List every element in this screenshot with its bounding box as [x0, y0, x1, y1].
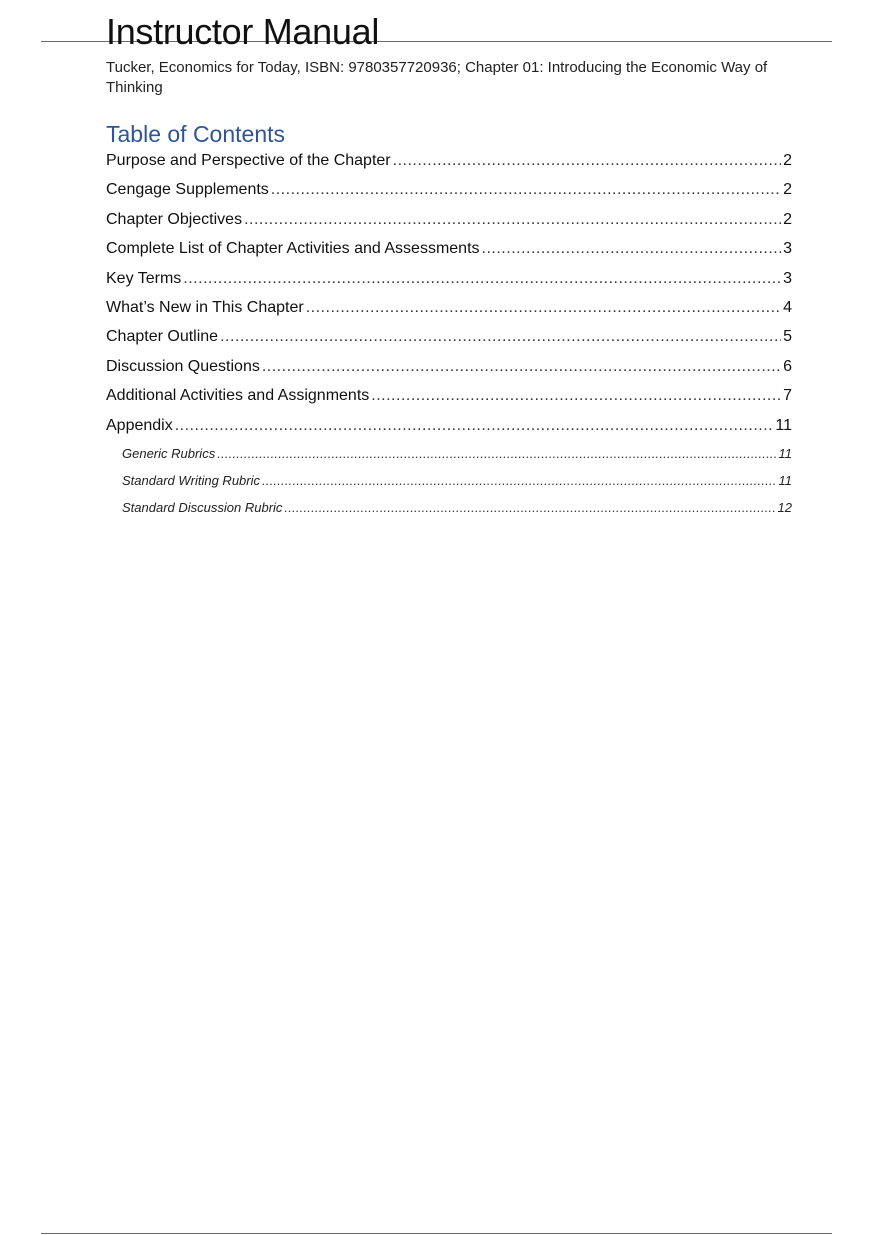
toc-entry-title: Purpose and Perspective of the Chapter: [106, 152, 391, 169]
toc-entry-purpose[interactable]: [106, 146, 792, 175]
toc-entry-page: 3: [783, 240, 792, 258]
toc-entry-page: 4: [783, 298, 792, 316]
toc-dot-leader: [262, 467, 777, 494]
page-title: Instructor Manual: [106, 11, 380, 52]
table-of-contents: [106, 146, 792, 521]
toc-dot-leader: [371, 381, 781, 410]
toc-entry-activities-assessments[interactable]: [106, 234, 792, 263]
toc-entry-cengage-supplements[interactable]: [106, 175, 792, 204]
toc-dot-leader: [284, 494, 775, 521]
document-subtitle: Tucker, Economics for Today, ISBN: 9780357720936; Chapter 01: Introducing the Economic Way of Thinking: [106, 59, 768, 96]
toc-entry-page: 12: [777, 499, 792, 515]
toc-entry-title: Standard Discussion Rubric: [122, 499, 283, 515]
toc-entry-title: Complete List of Chapter Activities and Assessments: [106, 240, 480, 258]
toc-entry-page: 5: [783, 328, 792, 346]
toc-dot-leader: [271, 175, 781, 204]
toc-subentry-standard-discussion-rubric[interactable]: [106, 494, 792, 521]
toc-entry-page: 7: [783, 387, 792, 405]
toc-entry-discussion-questions[interactable]: [106, 352, 792, 381]
toc-entry-chapter-outline[interactable]: [106, 322, 792, 351]
toc-dot-leader: [217, 440, 776, 467]
toc-subentry-standard-writing-rubric[interactable]: [106, 467, 792, 494]
toc-dot-leader: [306, 293, 781, 322]
toc-dot-leader: [220, 322, 781, 351]
toc-entry-title: Cengage Supplements: [106, 181, 269, 199]
toc-heading: Table of Contents: [106, 121, 286, 147]
toc-entry-page: 11: [778, 445, 792, 461]
toc-entry-page: 2: [783, 210, 792, 228]
toc-entry-title: Chapter Objectives: [106, 210, 243, 228]
toc-entry-key-terms[interactable]: [106, 264, 792, 293]
toc-dot-leader: [262, 352, 781, 381]
toc-entry-page: 3: [783, 269, 792, 287]
toc-entry-page: 6: [783, 357, 792, 375]
toc-dot-leader: [482, 234, 782, 263]
toc-entry-page: 2: [783, 152, 792, 169]
toc-entry-title: Additional Activities and Assignments: [106, 387, 370, 405]
toc-entry-chapter-objectives[interactable]: [106, 205, 792, 234]
toc-entry-page: 11: [775, 416, 792, 434]
toc-dot-leader: [183, 264, 781, 293]
toc-entry-appendix[interactable]: [106, 411, 792, 440]
toc-dot-leader: [393, 146, 781, 175]
toc-entry-title: Appendix: [106, 416, 173, 434]
toc-entry-page: 11: [778, 472, 792, 488]
toc-entry-title: Standard Writing Rubric: [122, 472, 260, 488]
toc-entry-title: Key Terms: [106, 269, 182, 287]
toc-dot-leader: [244, 205, 781, 234]
toc-entry-title: Chapter Outline: [106, 328, 219, 346]
toc-subentry-generic-rubrics[interactable]: [106, 440, 792, 467]
toc-dot-leader: [175, 411, 774, 440]
toc-entry-title: Discussion Questions: [106, 357, 260, 375]
toc-entry-additional-activities[interactable]: [106, 381, 792, 410]
toc-entry-title: What’s New in This Chapter: [106, 298, 304, 316]
footer-rule: [41, 1233, 832, 1234]
toc-entry-whats-new[interactable]: [106, 293, 792, 322]
toc-entry-page: 2: [783, 181, 792, 199]
toc-entry-title: Generic Rubrics: [122, 445, 216, 461]
